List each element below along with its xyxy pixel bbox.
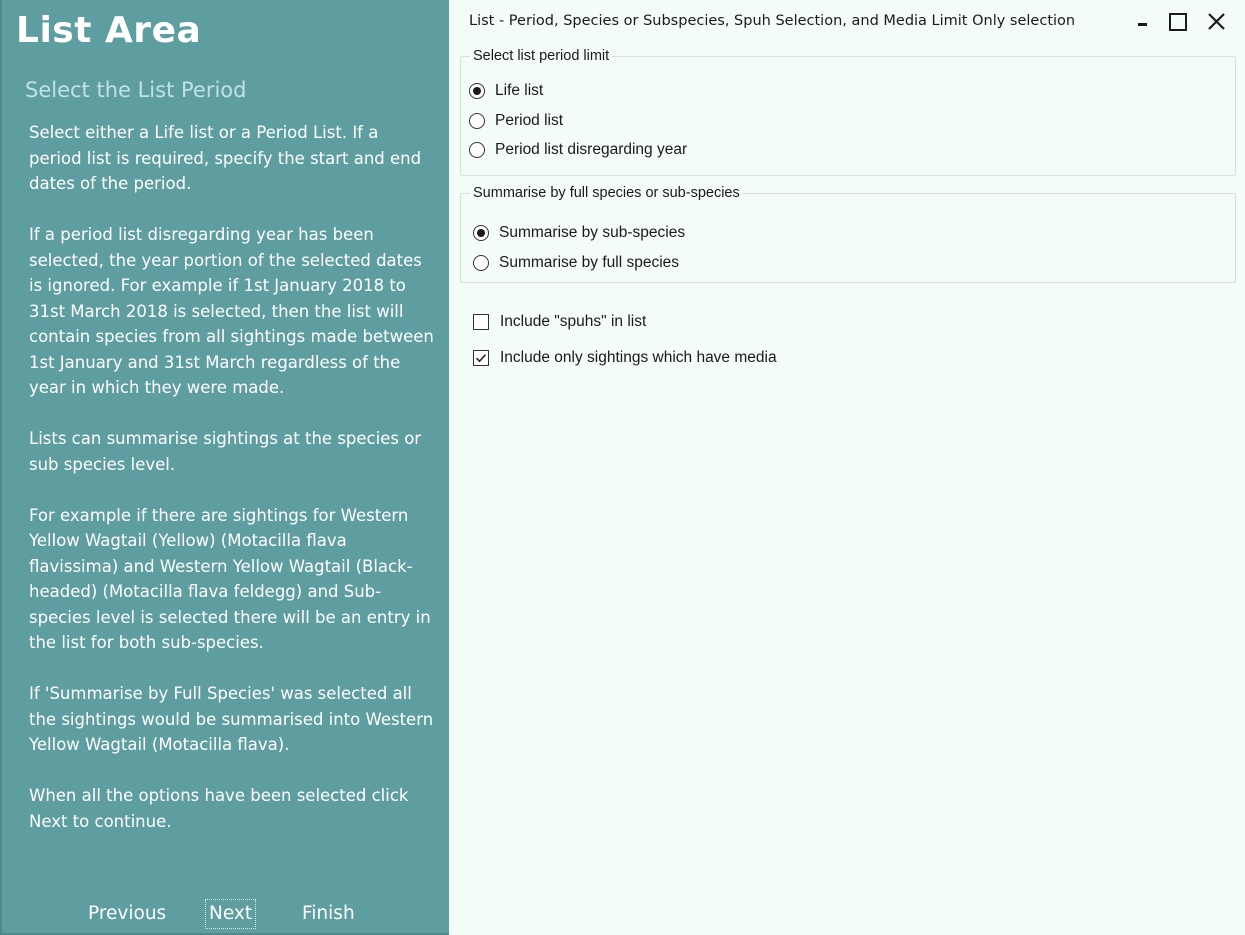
life-list-radio[interactable] [469, 82, 543, 100]
checkbox-indicator[interactable] [473, 314, 489, 330]
period-limit-legend: Select list period limit [473, 48, 610, 64]
finish-button[interactable]: Finish [302, 903, 355, 924]
checkbox-indicator[interactable] [473, 350, 489, 366]
help-paragraph: Select either a Life list or a Period List. If a period list is required, specify the start and end dates of the period. [29, 123, 422, 193]
help-text [29, 120, 435, 860]
help-pane [0, 0, 449, 935]
radio-indicator[interactable] [469, 83, 485, 99]
checkbox-label: Include "spuhs" in list [500, 313, 647, 330]
help-paragraph: For example if there are sightings for Western Yellow Wagtail (Yellow) (Motacilla flava flavissima) and Western Yellow Wagtail (Black-headed) (Motacilla flava feldegg) and Sub-species level is selected there will be an entry in the list for both sub-species. [29, 505, 431, 652]
help-paragraph: Lists can summarise sightings at the species or sub species level. [29, 429, 422, 474]
radio-label: Period list [495, 112, 564, 129]
section-title: Select the List Period [25, 78, 247, 102]
radio-indicator[interactable] [469, 142, 485, 158]
help-paragraph: If a period list disregarding year has been selected, the year portion of the selected dates is ignored. For example if 1st January 2018 to 31st March 2018 is selected, then the list will contain species from all sightings made between 1st January and 31st March regardless of the year in which they were made. [29, 225, 434, 397]
checkbox-label: Include only sightings which have media [500, 349, 777, 366]
minimize-icon[interactable] [1129, 8, 1157, 36]
radio-label: Summarise by sub-species [499, 224, 686, 241]
radio-indicator[interactable] [469, 113, 485, 129]
summarise-sub-species-radio[interactable] [473, 224, 685, 242]
help-paragraph: If 'Summarise by Full Species' was selected all the sightings would be summarised into Western Yellow Wagtail (Motacilla flava). [29, 684, 434, 754]
help-paragraph: When all the options have been selected click Next to continue. [29, 786, 409, 831]
dialog-title: List - Period, Species or Subspecies, Spuh Selection, and Media Limit Only selection [469, 13, 1076, 29]
summarise-legend: Summarise by full species or sub-species [473, 185, 740, 201]
close-icon[interactable] [1203, 8, 1231, 36]
include-spuhs-checkbox[interactable] [473, 313, 646, 331]
radio-label: Period list disregarding year [495, 141, 688, 158]
period-list-radio[interactable] [469, 112, 563, 130]
media-only-checkbox[interactable] [473, 349, 777, 367]
period-list-disregarding-year-radio[interactable] [469, 141, 687, 159]
radio-label: Summarise by full species [499, 254, 680, 271]
radio-indicator[interactable] [473, 255, 489, 271]
radio-indicator[interactable] [473, 225, 489, 241]
area-title: List Area [16, 10, 202, 51]
maximize-icon[interactable] [1165, 8, 1193, 36]
dialog-titlebar [449, 0, 1245, 44]
check-mark-icon [474, 351, 488, 365]
next-button[interactable]: Next [206, 900, 255, 928]
summarise-full-species-radio[interactable] [473, 254, 679, 272]
radio-label: Life list [495, 82, 544, 99]
previous-button[interactable]: Previous [88, 903, 167, 924]
